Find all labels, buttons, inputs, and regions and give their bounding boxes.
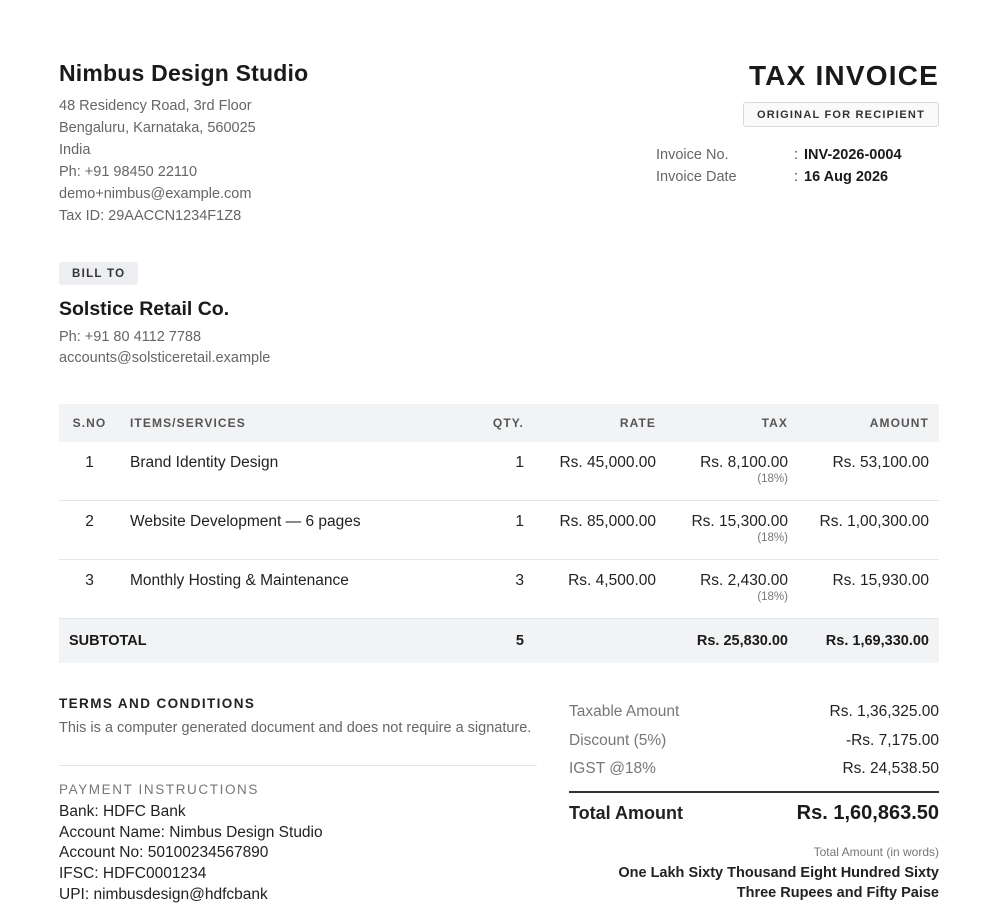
table-row <box>59 501 939 560</box>
total-value: Rs. 1,60,863.50 <box>796 801 939 824</box>
taxable-value: Rs. 1,36,325.00 <box>829 703 939 720</box>
invoice-date: 16 Aug 2026 <box>804 169 889 185</box>
payment-upi: UPI: nimbusdesign@hdfcbank <box>59 885 268 903</box>
taxable-label: Taxable Amount <box>569 703 680 720</box>
original-badge: ORIGINAL FOR RECIPIENT <box>743 102 939 127</box>
igst-row <box>569 755 939 784</box>
section-divider <box>59 765 537 766</box>
row-tax-pct: (18%) <box>757 532 788 544</box>
invoice-date-row <box>656 166 946 188</box>
total-label: Total Amount <box>569 802 683 823</box>
row-tax-cell <box>656 454 788 500</box>
row-amount: Rs. 1,00,300.00 <box>819 513 929 530</box>
discount-label: Discount (5%) <box>569 731 667 749</box>
invoice-date-colon: : <box>794 169 799 185</box>
table-header <box>59 404 939 442</box>
row-amount: Rs. 15,930.00 <box>832 572 929 589</box>
client-email: accounts@solsticeretail.example <box>59 350 271 366</box>
row-qty: 1 <box>515 513 524 530</box>
terms-section <box>59 696 537 736</box>
company-country: India <box>59 142 91 158</box>
subtotal-amount: Rs. 1,69,330.00 <box>825 633 929 649</box>
taxable-row <box>569 698 939 727</box>
subtotal-tax: Rs. 25,830.00 <box>696 633 788 649</box>
table-row <box>59 442 939 501</box>
row-rate: Rs. 45,000.00 <box>559 454 656 471</box>
subtotal-row <box>59 619 939 663</box>
company-tax-id: Tax ID: 29AACCN1234F1Z8 <box>59 208 242 224</box>
row-tax: Rs. 2,430.00 <box>700 572 788 589</box>
amount-in-words: One Lakh Sixty Thousand Eight Hundred Sixty Three Rupees and Fifty Paise <box>618 864 939 901</box>
payment-account-no: Account No: 50100234567890 <box>59 844 269 862</box>
invoice-header <box>539 60 939 127</box>
terms-title: TERMS AND CONDITIONS <box>59 696 256 711</box>
invoice-number: INV-2026-0004 <box>804 147 902 163</box>
row-rate: Rs. 85,000.00 <box>559 513 656 530</box>
row-tax: Rs. 15,300.00 <box>691 513 788 530</box>
company-address-line2: Bengaluru, Karnataka, 560025 <box>59 120 256 136</box>
table-row <box>59 560 939 619</box>
seller-details <box>59 60 459 227</box>
row-tax-pct: (18%) <box>757 473 788 485</box>
header-qty: QTY. <box>492 416 524 430</box>
totals-section <box>569 698 939 903</box>
bill-to-badge: BILL TO <box>59 262 138 285</box>
header-sno: S.NO <box>72 416 107 430</box>
client-details <box>59 298 459 369</box>
invoice-title: TAX INVOICE <box>748 60 939 91</box>
row-sno: 1 <box>85 454 94 471</box>
payment-section <box>59 782 537 906</box>
payment-ifsc: IFSC: HDFC0001234 <box>59 865 207 883</box>
invoice-date-label: Invoice Date <box>656 169 737 185</box>
client-phone: Ph: +91 80 4112 7788 <box>59 329 202 345</box>
terms-text: This is a computer generated document and does not require a signature. <box>59 720 532 736</box>
invoice-number-colon: : <box>794 147 799 163</box>
discount-row <box>569 727 939 756</box>
subtotal-label: SUBTOTAL <box>69 633 147 649</box>
igst-value: Rs. 24,538.50 <box>842 760 939 777</box>
total-row <box>569 802 939 825</box>
payment-account-name: Account Name: Nimbus Design Studio <box>59 823 323 841</box>
row-item: Monthly Hosting & Maintenance <box>130 572 349 589</box>
row-rate: Rs. 4,500.00 <box>568 572 656 589</box>
row-item: Brand Identity Design <box>130 454 279 471</box>
company-email: demo+nimbus@example.com <box>59 186 252 202</box>
row-sno: 2 <box>85 513 94 530</box>
subtotal-qty: 5 <box>515 633 524 649</box>
invoice-number-row <box>656 144 946 166</box>
row-tax-pct: (18%) <box>757 591 788 603</box>
row-tax-cell <box>656 513 788 559</box>
discount-value: -Rs. 7,175.00 <box>845 731 939 749</box>
payment-bank: Bank: HDFC Bank <box>59 803 186 820</box>
row-sno: 3 <box>85 572 94 589</box>
header-amount: AMOUNT <box>869 416 929 430</box>
row-tax: Rs. 8,100.00 <box>700 454 788 471</box>
company-address-line1: 48 Residency Road, 3rd Floor <box>59 98 252 114</box>
row-tax-cell <box>656 572 788 618</box>
row-amount: Rs. 53,100.00 <box>832 454 929 471</box>
header-rate: RATE <box>619 416 656 430</box>
company-phone: Ph: +91 98450 22110 <box>59 164 198 180</box>
header-tax: TAX <box>761 416 788 430</box>
invoice-number-label: Invoice No. <box>656 147 729 163</box>
row-qty: 3 <box>515 572 524 589</box>
invoice-meta <box>656 144 946 188</box>
row-qty: 1 <box>515 454 524 471</box>
client-name: Solstice Retail Co. <box>59 298 230 320</box>
header-item: ITEMS/SERVICES <box>130 416 246 430</box>
amount-words-label: Total Amount (in words) <box>813 844 939 859</box>
row-item: Website Development — 6 pages <box>130 513 361 530</box>
items-table <box>59 404 939 663</box>
igst-label: IGST @18% <box>569 760 656 777</box>
company-name: Nimbus Design Studio <box>59 60 309 86</box>
total-rule <box>569 791 939 793</box>
payment-title: PAYMENT INSTRUCTIONS <box>59 782 260 797</box>
